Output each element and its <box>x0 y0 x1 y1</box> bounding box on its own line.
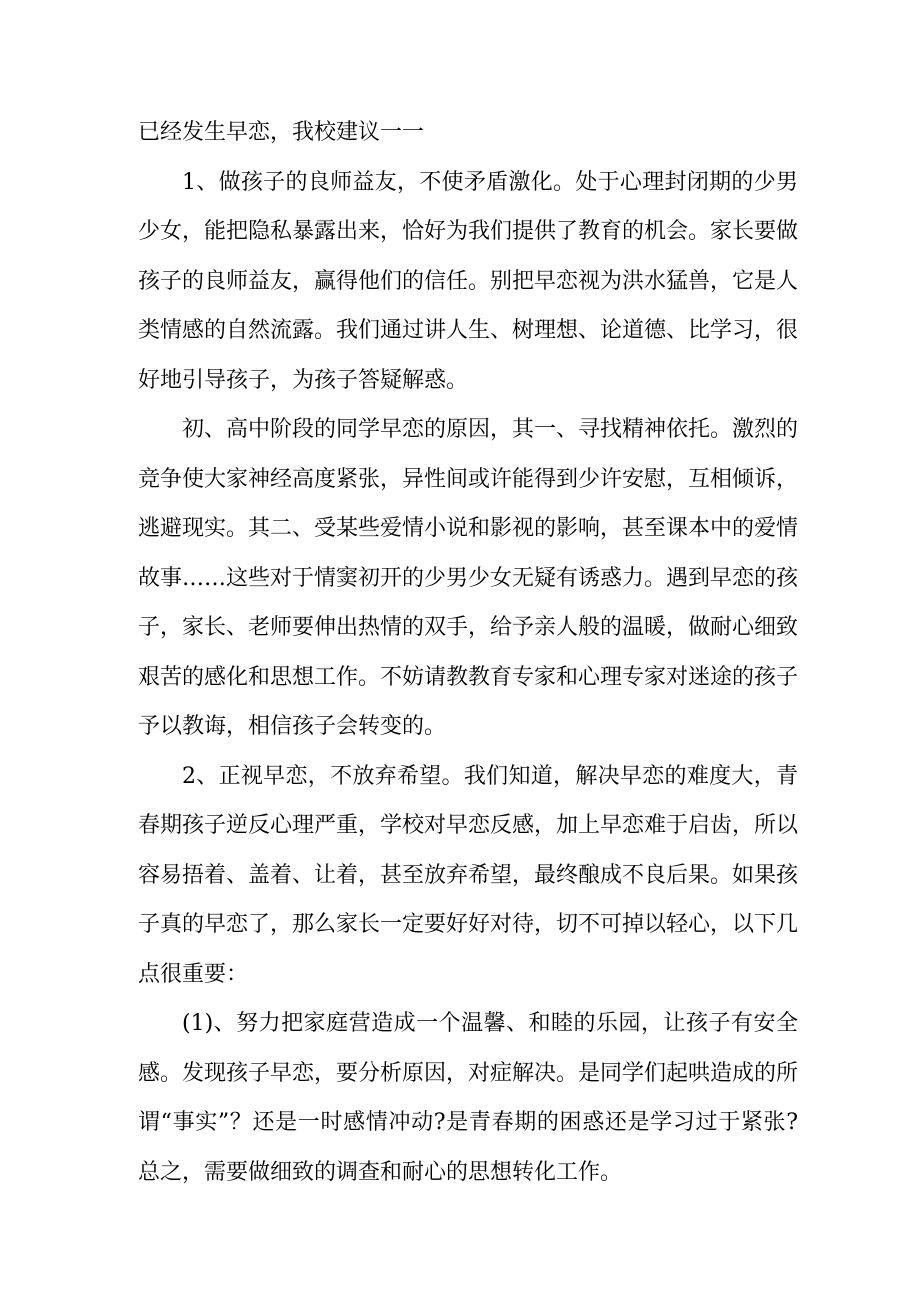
paragraph-point-1: 1、做孩子的良师益友，不使矛盾激化。处于心理封闭期的少男少女，能把隐私暴露出来，恰好为我们提供了教育的机会。家长要做孩子的良师益友，赢得他们的信任。别把早恋视为洪水猛兽，它是人类情感的自然流露。我们通过讲人生、树理想、论道德、比学习，很好地引导孩子，为孩子答疑解惑。 <box>138 169 799 393</box>
paragraph-intro: 已经发生早恋，我校建议一一 <box>138 120 425 145</box>
document-page <box>138 108 798 1197</box>
paragraph-point-2: 2、正视早恋，不放弃希望。我们知道，解决早恋的难度大，青春期孩子逆反心理严重，学校对早恋反感，加上早恋难于启齿，所以容易捂着、盖着、让着，甚至放弃希望，最终酿成不良后果。如果孩子真的早恋了，那么家长一定要好好对待，切不可掉以轻心，以下几点很重要： <box>138 763 799 987</box>
paragraph-subpoint-1: (1)、努力把家庭营造成一个温馨、和睦的乐园，让孩子有安全感。发现孩子早恋，要分析原因，对症解决。是同学们起哄造成的所谓“事实”？还是一时感情冲动?是青春期的困惑还是学习过于紧张?总之，需要做细致的调查和耐心的思想转化工作。 <box>138 1011 799 1185</box>
paragraph-causes: 初、高中阶段的同学早恋的原因，其一、寻找精神依托。激烈的竞争使大家神经高度紧张，异性间或许能得到少许安慰，互相倾诉，逃避现实。其二、受某些爱情小说和影视的影响，甚至课本中的爱情故事……这些对于情窦初开的少男少女无疑有诱惑力。遇到早恋的孩子，家长、老师要伸出热情的双手，给予亲人般的温暖，做耐心细致艰苦的感化和思想工作。不妨请教教育专家和心理专家对迷途的孩子予以教诲，相信孩子会转变的。 <box>138 417 799 739</box>
